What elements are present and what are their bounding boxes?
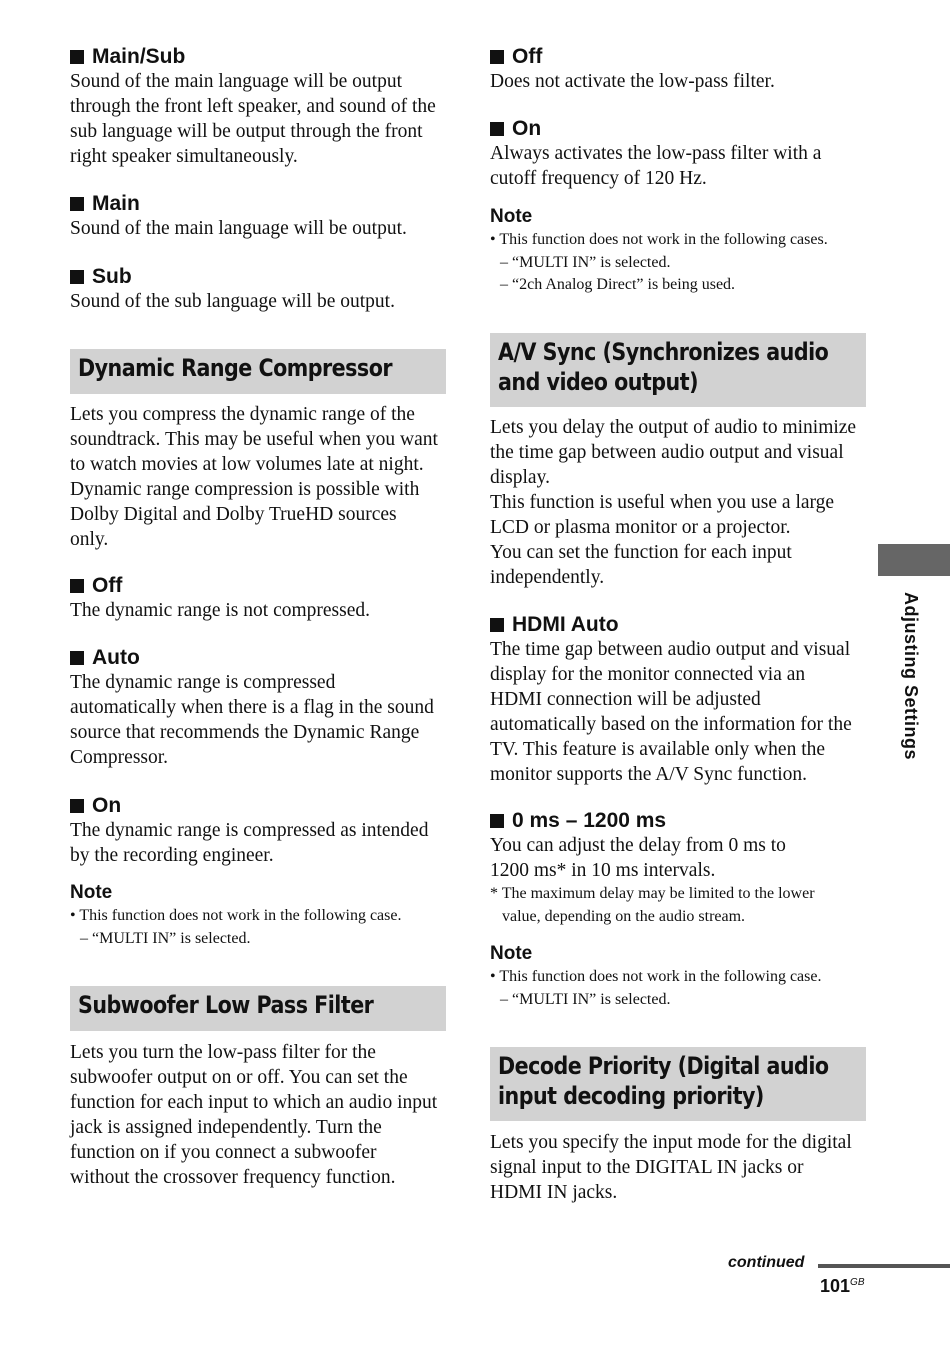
body-line: The dynamic range is compressed as intended	[70, 820, 429, 841]
body-line: Lets you turn the low-pass filter for the	[70, 1042, 376, 1063]
option-title	[490, 45, 866, 69]
note-bullet: • This function does not work in the following case.	[70, 907, 402, 924]
body-line: Lets you compress the dynamic range of the	[70, 404, 415, 425]
body-line: cutoff frequency of 120 Hz.	[490, 168, 707, 189]
option-slpf-off	[490, 45, 866, 94]
option-title-text: Sub	[92, 265, 132, 288]
body-line: jack is assigned independently. Turn the	[70, 1117, 382, 1138]
body-line: display.	[490, 467, 550, 488]
body-line: Always activates the low-pass filter with a	[490, 143, 822, 164]
square-bullet-icon	[70, 270, 84, 284]
body-line: Sound of the main language will be output	[70, 71, 402, 92]
option-title-text: Auto	[92, 646, 140, 669]
body-line: source that recommends the Dynamic Range	[70, 722, 420, 743]
option-title	[70, 574, 446, 598]
note-title: Note	[490, 943, 533, 964]
square-bullet-icon	[70, 799, 84, 813]
decode-intro	[490, 1130, 866, 1205]
option-title	[70, 646, 446, 670]
heading-text: input decoding priority)	[498, 1082, 764, 1110]
footnote: value, depending on the audio stream.	[502, 907, 746, 925]
body-line: only.	[70, 529, 109, 550]
section-heading-drc	[70, 349, 446, 394]
section-heading-decode	[490, 1047, 866, 1121]
body-line: function on if you connect a subwoofer	[70, 1142, 377, 1163]
heading-text: A/V Sync (Synchronizes audio	[498, 338, 829, 366]
body-line: right speaker simultaneously.	[70, 146, 298, 167]
body-line: through the front left speaker, and sound of the	[70, 96, 436, 117]
square-bullet-icon	[490, 122, 504, 136]
square-bullet-icon	[490, 618, 504, 632]
body-line: without the crossover frequency function.	[70, 1167, 396, 1188]
square-bullet-icon	[70, 197, 84, 211]
note-title: Note	[490, 206, 533, 227]
body-line: Dolby Digital and Dolby TrueHD sources	[70, 504, 397, 525]
body-line: automatically based on the information for the	[490, 714, 852, 735]
note-drc	[70, 881, 446, 950]
body-line: HDMI IN jacks.	[490, 1182, 618, 1203]
option-title	[490, 613, 866, 637]
note-title: Note	[70, 882, 113, 903]
option-main-sub	[70, 45, 446, 169]
body-line: subwoofer output on or off. You can set the	[70, 1067, 408, 1088]
square-bullet-icon	[70, 579, 84, 593]
note-sub-item: – “2ch Analog Direct” is being used.	[500, 276, 736, 293]
note-sub-item: – “MULTI IN” is selected.	[80, 929, 251, 947]
footnote: * The maximum delay may be limited to the lower	[490, 885, 815, 902]
heading-text: and video output)	[498, 368, 698, 396]
page-number-value: 101	[820, 1276, 851, 1296]
body-line: independently.	[490, 567, 605, 588]
drc-intro	[70, 402, 446, 552]
option-drc-on	[70, 794, 446, 868]
body-line: TV. This feature is available only when the	[490, 739, 826, 760]
continued-label: continued	[728, 1254, 805, 1271]
option-title	[70, 265, 446, 289]
body-line: LCD or plasma monitor or a projector.	[490, 517, 791, 538]
avsync-intro	[490, 415, 866, 590]
body-line: The dynamic range is compressed	[70, 672, 336, 693]
body-line: display for the monitor connected via an	[490, 664, 806, 685]
option-main	[70, 192, 446, 241]
body-line: function for each input to which an audio input	[70, 1092, 438, 1113]
note-bullet: • This function does not work in the following cases.	[490, 231, 828, 248]
option-drc-auto	[70, 646, 446, 770]
section-tab-marker	[878, 544, 950, 576]
body-line: The dynamic range is not compressed.	[70, 600, 370, 621]
body-line: soundtrack. This may be useful when you want	[70, 429, 438, 450]
square-bullet-icon	[490, 814, 504, 828]
note-sub-item: – “MULTI IN” is selected.	[500, 253, 671, 271]
option-title	[70, 794, 446, 818]
page-suffix: GB	[850, 1277, 865, 1288]
body-line: Lets you delay the output of audio to minimize	[490, 417, 857, 438]
body-line: The time gap between audio output and visual	[490, 639, 851, 660]
heading-text: Subwoofer Low Pass Filter	[78, 991, 374, 1019]
page-number	[820, 1276, 865, 1297]
option-title	[70, 45, 446, 69]
body-line: Compressor.	[70, 747, 169, 768]
option-title-text: Off	[512, 45, 543, 68]
body-line: 1200 ms* in 10 ms intervals.	[490, 860, 716, 881]
option-title-text: 0 ms – 1200 ms	[512, 809, 667, 832]
option-title-text: HDMI Auto	[512, 613, 619, 636]
body-line: to watch movies at low volumes late at night.	[70, 454, 424, 475]
body-line: Sound of the sub language will be output.	[70, 291, 395, 312]
body-line: Sound of the main language will be output.	[70, 218, 407, 239]
note-avsync	[490, 942, 866, 1011]
option-title-text: Main	[92, 192, 140, 215]
heading-text: Decode Priority (Digital audio	[498, 1052, 829, 1080]
body-line: sub language will be output through the front	[70, 121, 423, 142]
body-line: You can adjust the delay from 0 ms to	[490, 835, 786, 856]
body-line: You can set the function for each input	[490, 542, 792, 563]
body-line: HDMI connection will be adjusted	[490, 689, 761, 710]
option-title-text: Main/Sub	[92, 45, 186, 68]
body-line: signal input to the DIGITAL IN jacks or	[490, 1157, 804, 1178]
note-slpf	[490, 205, 866, 297]
note-bullet: • This function does not work in the following case.	[490, 968, 822, 985]
option-title-text: Off	[92, 574, 123, 597]
square-bullet-icon	[490, 50, 504, 64]
body-line: by the recording engineer.	[70, 845, 274, 866]
option-drc-off	[70, 574, 446, 623]
continued-rule	[818, 1264, 950, 1268]
option-title-text: On	[92, 794, 122, 817]
square-bullet-icon	[70, 651, 84, 665]
option-ms-range	[490, 809, 866, 928]
square-bullet-icon	[70, 50, 84, 64]
heading-text: Dynamic Range Compressor	[78, 354, 393, 382]
option-hdmi-auto	[490, 613, 866, 787]
option-title-text: On	[512, 117, 542, 140]
side-section-label: Adjusting Settings	[901, 592, 921, 760]
slpf-intro	[70, 1040, 446, 1190]
body-line: Dynamic range compression is possible with	[70, 479, 420, 500]
body-line: automatically when there is a flag in the sound	[70, 697, 434, 718]
section-heading-slpf	[70, 986, 446, 1031]
section-heading-avsync	[490, 333, 866, 407]
body-line: This function is useful when you use a large	[490, 492, 835, 513]
body-line: Lets you specify the input mode for the digital	[490, 1132, 852, 1153]
body-line: Does not activate the low-pass filter.	[490, 71, 775, 92]
note-sub-item: – “MULTI IN” is selected.	[500, 990, 671, 1008]
body-line: the time gap between audio output and visual	[490, 442, 844, 463]
option-slpf-on	[490, 117, 866, 191]
option-title	[490, 809, 866, 833]
option-title	[490, 117, 866, 141]
body-line: monitor supports the A/V Sync function.	[490, 764, 808, 785]
option-sub	[70, 265, 446, 314]
option-title	[70, 192, 446, 216]
